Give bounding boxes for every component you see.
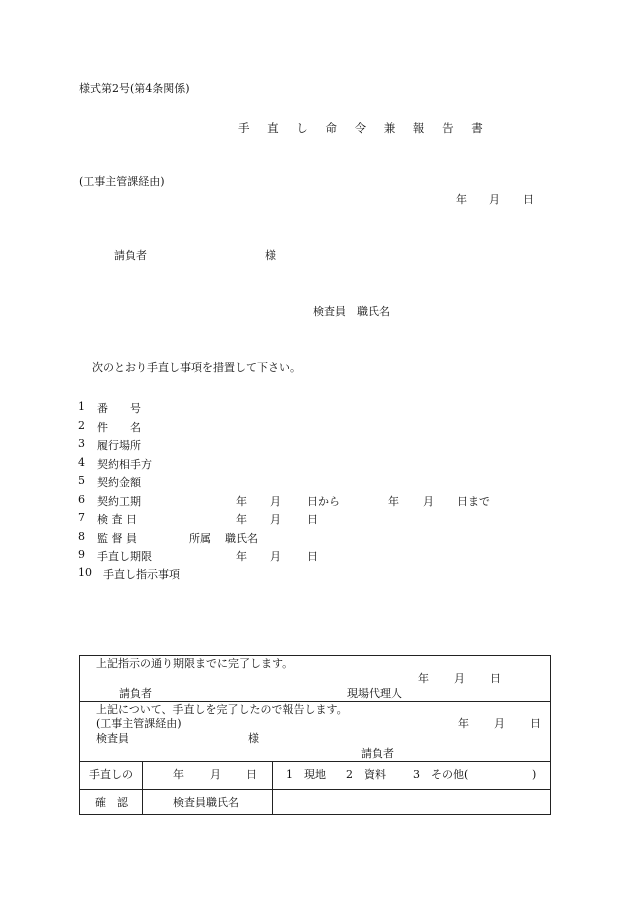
honorific-sama-box: 様 bbox=[248, 732, 259, 745]
item-number: 3 bbox=[78, 437, 85, 450]
confirmation-day: 日 bbox=[246, 768, 257, 781]
item-number: 5 bbox=[78, 474, 85, 487]
period-start-year: 年 bbox=[236, 495, 247, 508]
item-label-name: 件 名 bbox=[97, 421, 141, 434]
contractor-signature-label: 請負者 bbox=[119, 687, 152, 700]
period-end-month: 月 bbox=[423, 495, 434, 508]
confirmation-month: 月 bbox=[210, 768, 221, 781]
option-other-close: ) bbox=[532, 768, 537, 781]
inspection-month: 月 bbox=[270, 513, 281, 526]
contractor-label-box: 請負者 bbox=[361, 747, 394, 760]
form-number: 様式第2号(第4条関係) bbox=[79, 82, 190, 95]
supervisor-affiliation: 所属 bbox=[189, 532, 211, 545]
inspector-label-box: 検査員 bbox=[96, 732, 129, 745]
confirmation-label-line1: 手直しの bbox=[89, 768, 133, 781]
supervisor-position-name: 職氏名 bbox=[225, 532, 258, 545]
item-label-number: 番 号 bbox=[97, 402, 141, 415]
report-box bbox=[79, 655, 551, 815]
box-divider bbox=[272, 761, 273, 814]
item-number: 1 bbox=[78, 400, 85, 413]
site-agent-label: 現場代理人 bbox=[347, 687, 402, 700]
inspector-name-label: 検査員 職氏名 bbox=[313, 305, 390, 318]
item-label-amount: 契約金額 bbox=[97, 476, 141, 489]
contractor-label: 請負者 bbox=[114, 249, 147, 262]
item-number: 6 bbox=[78, 493, 85, 506]
box-divider bbox=[80, 789, 550, 790]
item-label-period: 契約工期 bbox=[97, 495, 141, 508]
period-end-day: 日まで bbox=[457, 495, 490, 508]
inspection-year: 年 bbox=[236, 513, 247, 526]
report-statement: 上記について、手直しを完了したので報告します。 bbox=[96, 703, 348, 716]
item-label-instructions: 手直し指示事項 bbox=[103, 568, 180, 581]
report-month: 月 bbox=[494, 717, 505, 730]
item-label-deadline: 手直し期限 bbox=[97, 550, 152, 563]
item-label-location: 履行場所 bbox=[97, 439, 141, 452]
box-divider bbox=[80, 761, 550, 762]
deadline-year: 年 bbox=[236, 550, 247, 563]
honorific-sama: 様 bbox=[265, 249, 276, 262]
report-day: 日 bbox=[530, 717, 541, 730]
box-divider bbox=[80, 701, 550, 702]
completion-statement: 上記指示の通り期限までに完了します。 bbox=[96, 657, 294, 670]
date-year-label: 年 bbox=[456, 193, 467, 206]
routing-note-box: (工事主管課経由) bbox=[96, 717, 182, 730]
item-number: 10 bbox=[78, 566, 92, 579]
routing-note: (工事主管課経由) bbox=[79, 175, 165, 188]
confirmation-label-line2: 確 認 bbox=[95, 796, 128, 809]
inspector-name-field-label: 検査員職氏名 bbox=[173, 796, 239, 809]
date-month-label: 月 bbox=[489, 193, 500, 206]
period-end-year: 年 bbox=[388, 495, 399, 508]
item-label-counterparty: 契約相手方 bbox=[97, 458, 152, 471]
option-other: 3 その他( bbox=[413, 768, 469, 781]
item-number: 9 bbox=[78, 548, 85, 561]
item-number: 7 bbox=[78, 511, 85, 524]
completion-month: 月 bbox=[454, 672, 465, 685]
box-divider bbox=[142, 761, 143, 814]
document-title: 手 直 し 命 令 兼 報 告 書 bbox=[238, 121, 490, 135]
option-site: 1 現地 bbox=[286, 768, 326, 781]
instruction-text: 次のとおり手直し事項を措置して下さい。 bbox=[92, 361, 301, 374]
item-number: 2 bbox=[78, 419, 85, 432]
report-year: 年 bbox=[458, 717, 469, 730]
completion-day: 日 bbox=[490, 672, 501, 685]
deadline-month: 月 bbox=[270, 550, 281, 563]
item-number: 8 bbox=[78, 530, 85, 543]
date-day-label: 日 bbox=[523, 193, 534, 206]
item-label-supervisor: 監 督 員 bbox=[97, 532, 137, 545]
item-number: 4 bbox=[78, 456, 85, 469]
confirmation-year: 年 bbox=[173, 768, 184, 781]
period-start-day: 日から bbox=[307, 495, 340, 508]
period-start-month: 月 bbox=[270, 495, 281, 508]
item-label-inspection-date: 検 査 日 bbox=[97, 513, 137, 526]
inspection-day: 日 bbox=[307, 513, 318, 526]
option-documents: 2 資料 bbox=[346, 768, 386, 781]
completion-year: 年 bbox=[418, 672, 429, 685]
deadline-day: 日 bbox=[307, 550, 318, 563]
